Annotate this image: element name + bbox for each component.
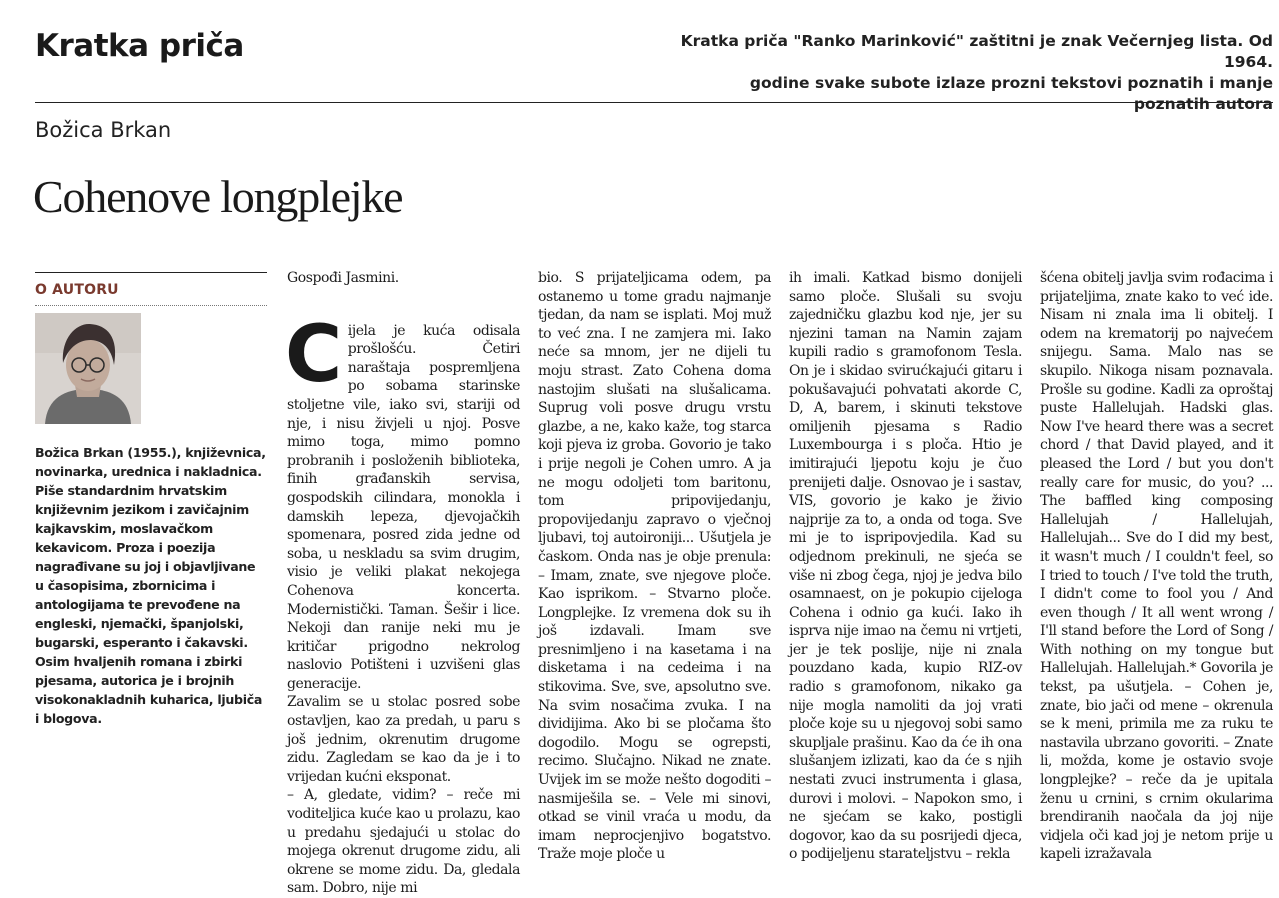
sidebar-divider xyxy=(35,272,267,273)
article-paragraph: bio. S prijateljicama odem, pa ostanemo u tome gradu najmanje tjedan, da nam se isplati. Moj muž to već zna. I ne zamjera mi. Iako neće sa mnom, jer ne dijeli tu moju strast. Zato Cohena doma nastojim slušati na slušalicama. Suprug voli posve drugu vrstu glazbe, a ne, kako kaže, tog starca koji pjeva iz groba. Govorio je tako i prije negoli je Cohen umro. A ja ne mogu odoljeti tom baritonu, tom pripovijedanju, propovijedanju zapravo o vječnoj ljubavi, toj autoironiji... Ušutjela je časkom. Onda nas je obje prenula: – Imam, znate, sve njegove ploče. Kao isprikom. – Stvarno ploče. Longplejke. Iz vremena dok su ih još izdavali. Imam sve presnimljeno i na kasetama i na disketama i na cedeima i na stikovima. Sve, sve, apsolutno sve. Na svim nosačima zvuka. I na dividijima. Ako bi se pločama što dogodilo. Mogu se ogrepsti, recimo. Slučajno. Nikad ne znate. Uvijek im se može nešto dogoditi – nasmiješila se. – Vele mi sinovi, otkad se vinil vraća u modu, da imam neprocjenjivo bogatstvo. Traže moje ploče u xyxy=(538,270,771,863)
section-title: Kratka priča xyxy=(35,28,244,64)
article-paragraph: šćena obitelj javlja svim rođacima i prijateljima, znate kako to već ide. Nisam ni znala ima li obitelj. I odem na krematorij po najvećem snijegu. Sama. Malo nas se skupilo. Nikoga nisam poznavala. Prošle su godine. Kadli za oproštaj puste Hallelujah. Hadski glas. Now I've heard there was a secret chord / that David played, and it pleased the Lord / but you don't really care for music, do you? ... The baffled king composing Hallelujah / Hallelujah, Hallelujah... Sve do I did my best, it wasn't much / I couldn't feel, so I tried to touch / I've told the truth, I didn't come to fool you / And even though / It all went wrong / I'll stand before the Lord of Song / With nothing on my tongue but Hallelujah. Hallelujah.* Govorila je tekst, pa ušutjela. – Cohen je, znate, bio jači od mene – okrenula se k meni, primila me za ruku te nastavila ubrzano govoriti. – Znate li, možda, kome je ostavio svoje longplejke? – reče da je upitala ženu u crnini, s crnim okularima brendiranih naočala da joj nije vidjela oči kad joj je netom prije u kapeli izražavala xyxy=(1040,270,1273,863)
author-photo xyxy=(35,313,141,424)
sidebar-heading: O AUTORU xyxy=(35,282,119,298)
article-paragraph: – A, gledate, vidim? – reče mi voditeljica kuće kao u prolazu, kao u predahu sjedajući u stolac do mojega okrenut drugome zidu, ali okrene se mome zidu. Da, gledala sam. Dobro, nije mi xyxy=(287,787,520,897)
article-column-2 xyxy=(538,269,771,863)
dedication: Gospođi Jasmini. xyxy=(287,270,399,286)
header-note-line-1: Kratka priča "Ranko Marinković" zaštitni je znak Večernjeg lista. Od 1964. xyxy=(680,32,1273,71)
header-note-line-2: godine svake subote izlaze prozni tekstovi poznatih i manje poznatih autora xyxy=(749,74,1273,113)
article-paragraph: Zavalim se u stolac posred sobe ostavljen, kao za predah, u paru s još jednim, okrenutim drugome zidu. Zagledam se kao da je i to vrijedan kućni eksponat. xyxy=(287,694,520,785)
drop-cap: C xyxy=(285,309,342,400)
about-author-sidebar xyxy=(35,272,267,728)
article-column-4 xyxy=(1040,269,1273,863)
author-portrait-image xyxy=(35,313,141,424)
article-paragraph: ijela je kuća odisala prošlošću. Četiri naraštaja pospremljena po sobama starinske stoljetne vile, iako svi, stariji od nje, i nisu živjeli u njoj. Posve mimo toga, mimo pomno probranih i posloženih biblioteka, finih građanskih servisa, gospodskih cilindara, monokla i damskih lepeza, djevojačkih spomenara, posred zida jedne od soba, u neskladu sa svim drugim, visio je veliki plakat nekojega Cohenova koncerta. Modernistički. Taman. Šešir i lice. Nekoji dan ranije neki mu je kritičar prigodno nekrolog naslovio Potišteni i uzvišeni glas generacije. xyxy=(287,322,520,692)
article-paragraph: ih imali. Katkad bismo donijeli samo ploče. Slušali su svoju zajedničku glazbu kod nje, jer su njezini taman na Namin zajam kupili radio s gramofonom Tesla. On je i skidao svirućkajući gitaru i pokušavajući pohvatati akorde C, D, A, barem, i skinuti tekstove omiljenih pjesama s Radio Luxembourga i s ploča. Htio je imitirajući ljepotu koju je čuo prenijeti dalje. Osnovao je i sastav, VIS, govorio je kako je živio najprije za to, a onda od toga. Sve mi je to ispripovjedila. Kad su odjednom prekinuli, ne sjeća se više ni zbog čega, njoj je jedva bilo osamnaest, on je pokupio cijeloga Cohena i odnio ga kući. Iako ih isprva nije imao na čemu ni vrtjeti, jer je tek poslije, nije ni znala pouzdano kada, kupio RIZ-ov radio s gramofonom, nikako ga nije mogla namoliti da joj vrati ploče koje su u njegovoj sobi samo skupljale prašinu. Kao da će ih ona slušanjem izlizati, kao da će s njih nestati zvuci instrumenta i glasa, durovi i molovi. – Napokon smo, i ne sjećam se kako, postigli dogovor, kao da su posrijedi djeca, o podijeljenu starateljstvu – rekla xyxy=(789,270,1022,863)
article-column-1 xyxy=(285,269,520,897)
article-column-3 xyxy=(789,269,1022,863)
author-bio: Božica Brkan (1955.), književnica, novinarka, urednica i nakladnica. Piše standardnim hrvatskim književnim jezikom i zavičajnim kajkavskim, moslavačkom kekavicom. Proza i poezija nagrađivane su joj i objavljivane u časopisima, zbornicima i antologijama te prevođene na engleski, njemački, španjolski, bugarski, esperanto i čakavski. Osim hvaljenih romana i zbirki pjesama, autorica je i brojnih visokonakladnih kuharica, ljubiča i blogova. xyxy=(35,445,266,726)
header-divider xyxy=(35,102,1273,103)
sidebar-dotted-divider xyxy=(35,305,267,306)
article-author: Božica Brkan xyxy=(35,118,172,142)
article-title: Cohenove longplejke xyxy=(33,171,403,222)
